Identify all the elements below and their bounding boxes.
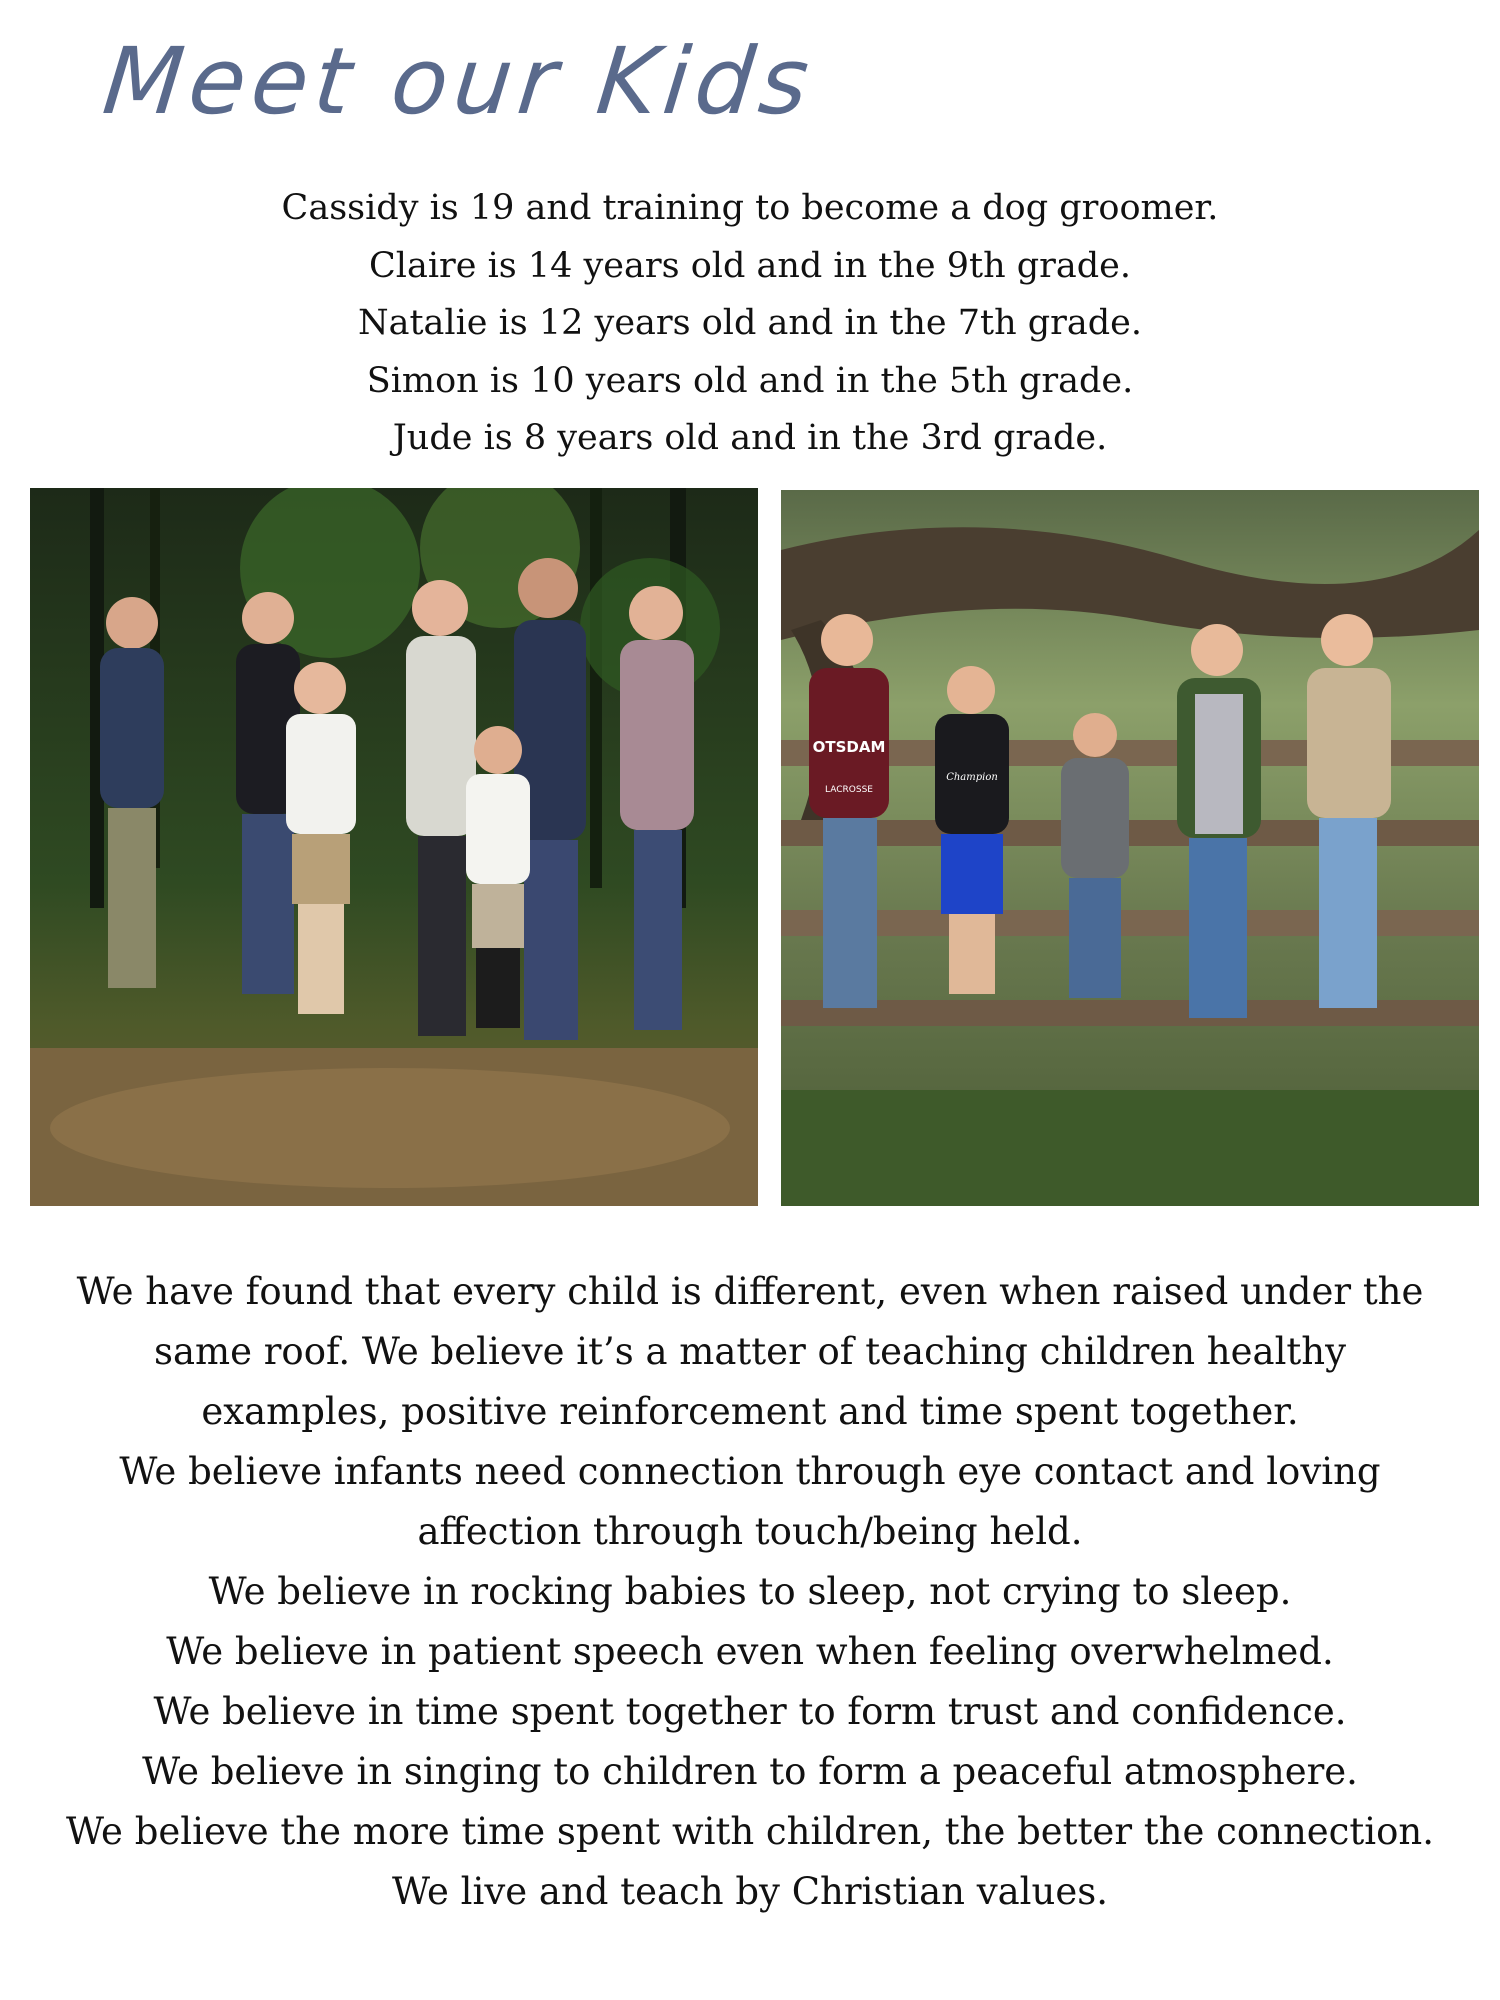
belief-line-5: affection through touch/being held. <box>417 1510 1083 1553</box>
belief-line-7: We believe in patient speech even when feeling overwhelmed. <box>166 1630 1334 1673</box>
belief-line-8: We believe in time spent together to form trust and confidence. <box>153 1690 1347 1733</box>
person-1 <box>100 597 164 988</box>
belief-line-2: same roof. We believe it’s a matter of teaching children healthy <box>153 1330 1347 1373</box>
belief-line-10: We believe the more time spent with children, the better the connection. <box>66 1810 1434 1853</box>
family-photo-forest <box>30 488 758 1206</box>
hoodie-print: OTSDAM <box>812 738 886 756</box>
intro-line-natalie: Natalie is 12 years old and in the 7th grade. <box>357 303 1143 343</box>
hoodie-brand: Champion <box>946 772 998 783</box>
family-photo-forest-image <box>30 488 758 1206</box>
intro-line-cassidy: Cassidy is 19 and training to become a dog groomer. <box>281 188 1219 228</box>
belief-line-11: We live and teach by Christian values. <box>392 1870 1108 1913</box>
page-title: Meet our Kids <box>98 28 820 135</box>
kids-photo-fence <box>781 490 1479 1206</box>
belief-line-4: We believe infants need connection through eye contact and loving <box>119 1450 1381 1493</box>
belief-line-6: We believe in rocking babies to sleep, not crying to sleep. <box>208 1570 1292 1613</box>
belief-line-3: examples, positive reinforcement and time spent together. <box>201 1390 1299 1433</box>
intro-line-claire: Claire is 14 years old and in the 9th grade. <box>368 245 1131 286</box>
hoodie-sub-print: LACROSSE <box>825 785 873 795</box>
belief-line-1: We have found that every child is different, even when raised under the <box>76 1270 1424 1313</box>
beliefs-section <box>0 1262 1500 1922</box>
kids-photo-fence-image <box>781 490 1479 1206</box>
kids-intro <box>0 180 1500 468</box>
belief-line-9: We believe in singing to children to form a peaceful atmosphere. <box>142 1750 1358 1793</box>
intro-line-jude: Jude is 8 years old and in the 3rd grade. <box>392 418 1108 458</box>
intro-line-simon: Simon is 10 years old and in the 5th grade. <box>366 360 1134 401</box>
